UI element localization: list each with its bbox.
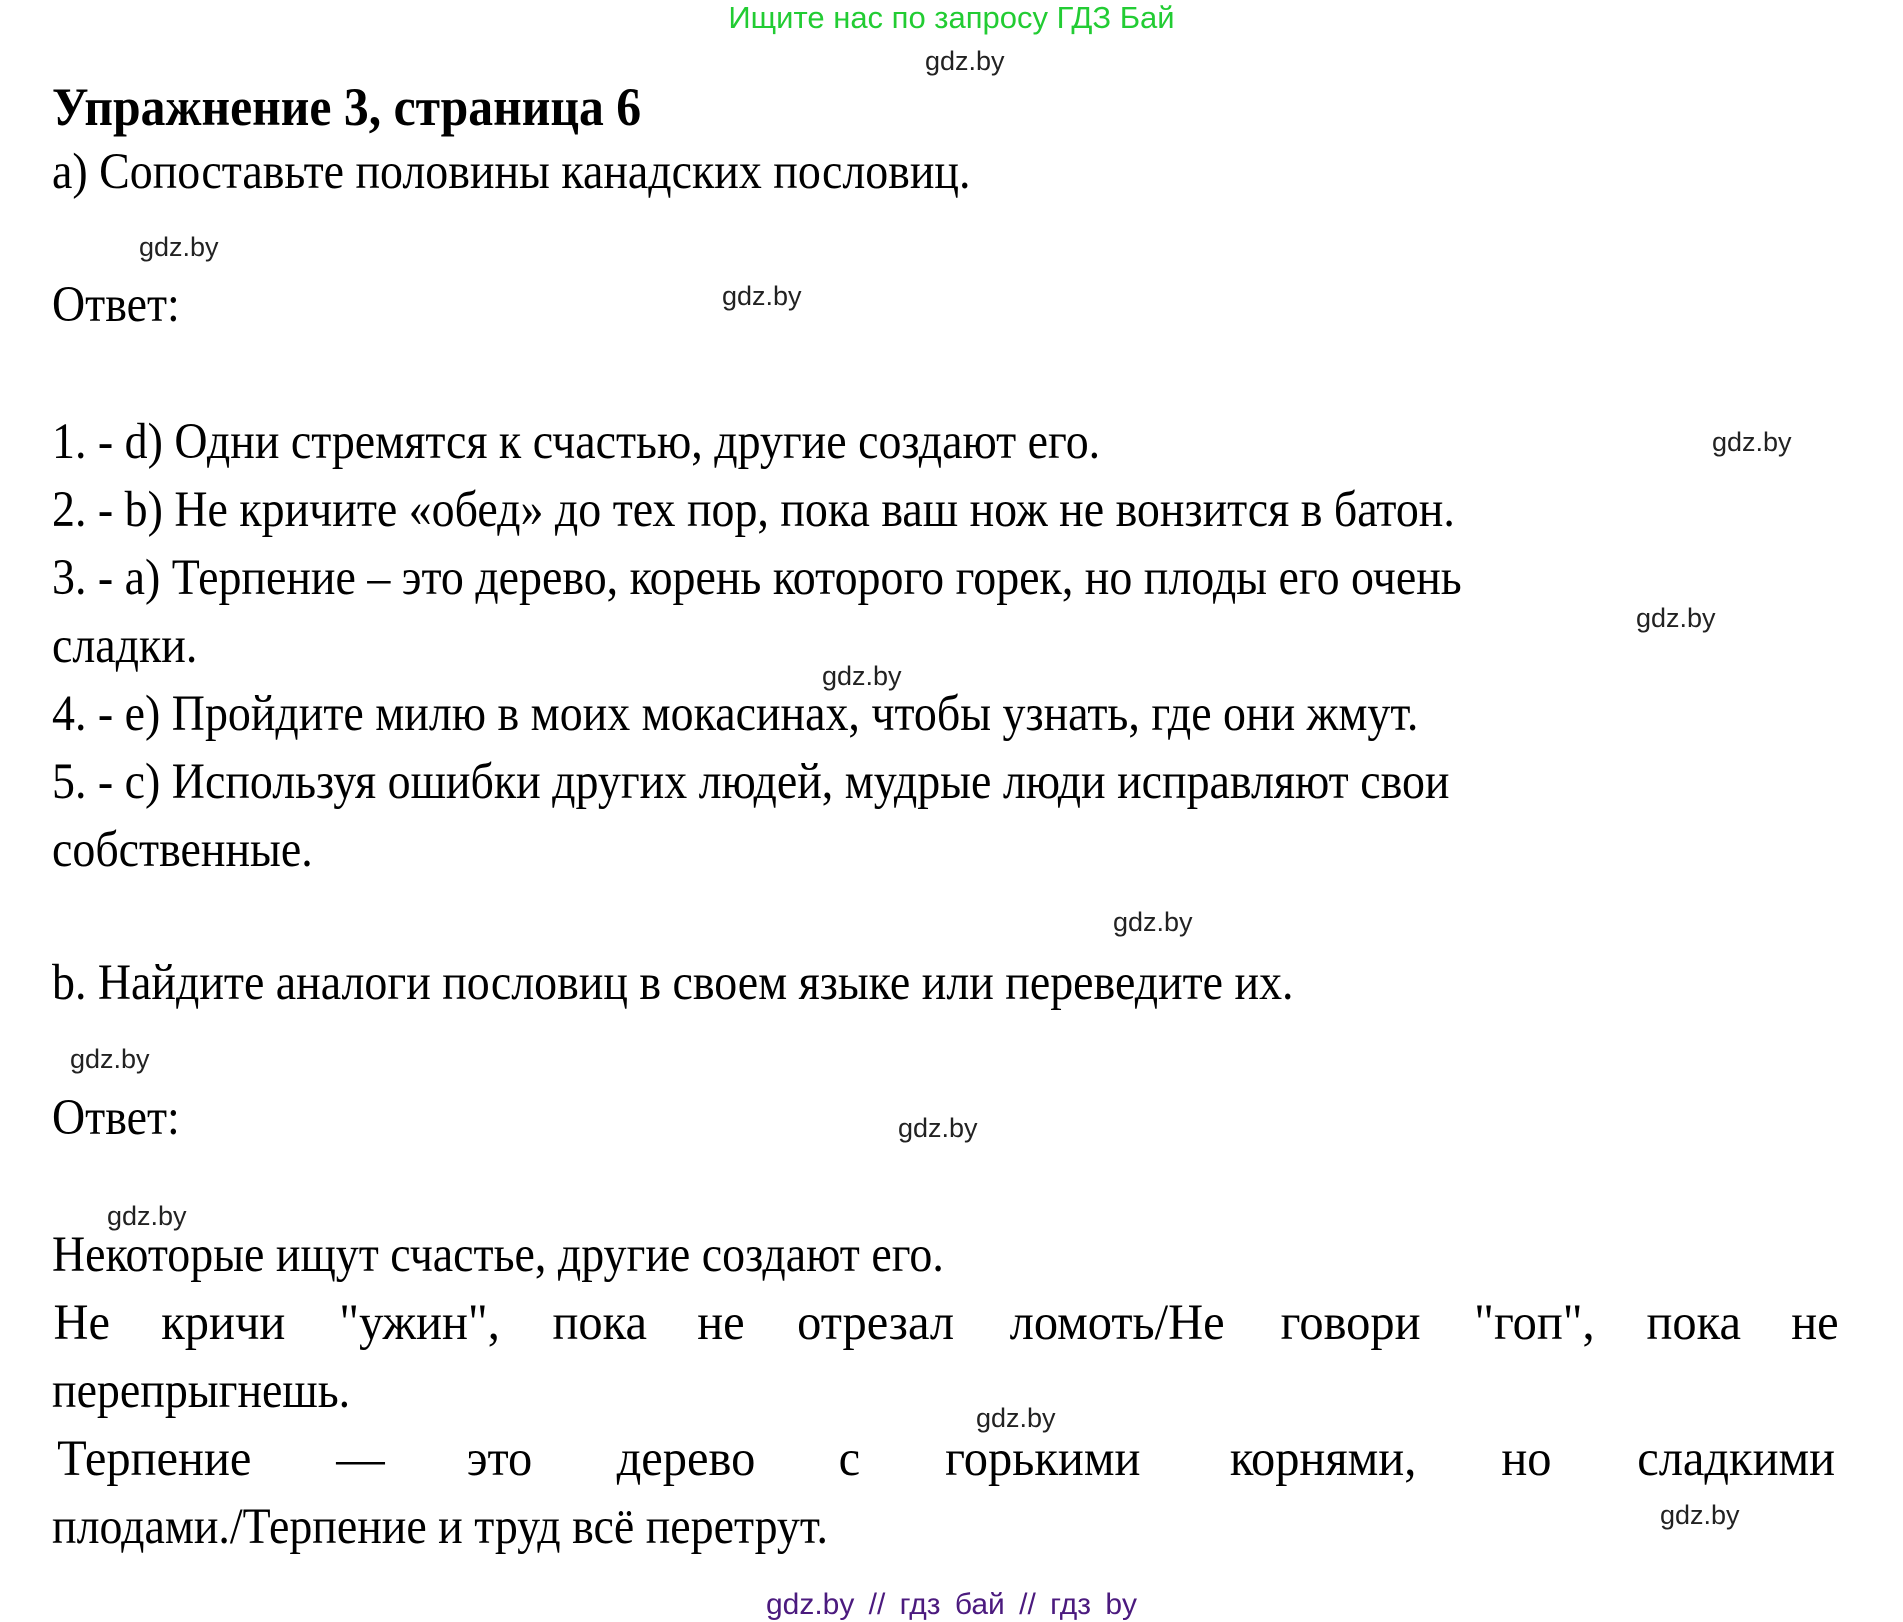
task-b: b. Найдите аналоги пословиц в своем языке или переведите их. [52, 955, 1294, 1011]
answer-label-b: Ответ: [52, 1090, 180, 1146]
watermark: gdz.by [898, 1113, 978, 1143]
word: "гоп", [1473, 1295, 1595, 1351]
word: пока [1646, 1295, 1742, 1351]
answer-label-a: Ответ: [52, 277, 180, 333]
word: но [1501, 1431, 1552, 1487]
search-banner: Ищите нас по запросу ГДЗ Бай [728, 0, 1175, 35]
answer-a-3: 3. - a) Терпение – это дерево, корень которого горек, но плоды его очень [52, 550, 1462, 606]
answer-b-3-cont: плодами./Терпение и труд всё перетрут. [52, 1499, 828, 1555]
word: говори [1280, 1295, 1421, 1351]
word: горькими [945, 1431, 1141, 1487]
word: Терпение [57, 1431, 252, 1487]
watermark: gdz.by [1636, 603, 1716, 633]
word: это [467, 1431, 533, 1487]
footer-links: gdz.by // гдз бай // гдз by [765, 1588, 1138, 1621]
answer-a-4: 4. - e) Пройдите милю в моих мокасинах, чтобы узнать, где они жмут. [52, 686, 1419, 742]
answer-b-1: Некоторые ищут счастье, другие создают его. [52, 1227, 944, 1283]
watermark: gdz.by [1712, 427, 1792, 457]
answer-a-1: 1. - d) Одни стремятся к счастью, другие создают его. [52, 414, 1101, 470]
watermark: gdz.by [1660, 1500, 1740, 1530]
word: ломоть/Не [1010, 1295, 1226, 1351]
watermark: gdz.by [70, 1044, 150, 1074]
watermark: gdz.by [107, 1201, 187, 1231]
word: сладкими [1636, 1431, 1835, 1487]
watermark: gdz.by [139, 232, 219, 262]
watermark: gdz.by [722, 281, 802, 311]
word: с [838, 1431, 861, 1487]
answer-b-2 [52, 1293, 1840, 1353]
word: корнями, [1229, 1431, 1416, 1487]
word: — [336, 1431, 386, 1487]
answer-a-2: 2. - b) Не кричите «обед» до тех пор, пока ваш нож не вонзится в батон. [52, 482, 1455, 538]
answer-b-3 [52, 1429, 1840, 1489]
word: "ужин", [339, 1295, 500, 1351]
word: не [697, 1295, 746, 1351]
word: дерево [617, 1431, 756, 1487]
task-a: а) Сопоставьте половины канадских пословиц. [52, 144, 971, 200]
word: не [1791, 1295, 1839, 1351]
page-title: Упражнение 3, страница 6 [52, 77, 642, 137]
answer-a-5-cont: собственные. [52, 822, 313, 878]
answer-b-2-cont: перепрыгнешь. [52, 1363, 351, 1419]
watermark: gdz.by [1113, 907, 1193, 937]
watermark: gdz.by [822, 661, 902, 691]
watermark: gdz.by [976, 1403, 1056, 1433]
answer-a-5: 5. - c) Используя ошибки других людей, мудрые люди исправляют свои [52, 754, 1450, 810]
word: пока [552, 1295, 648, 1351]
answer-a-3-cont: сладки. [52, 618, 198, 674]
word: Не [53, 1295, 110, 1351]
word: отрезал [796, 1295, 954, 1351]
watermark: gdz.by [925, 46, 1005, 76]
word: кричи [161, 1295, 286, 1351]
